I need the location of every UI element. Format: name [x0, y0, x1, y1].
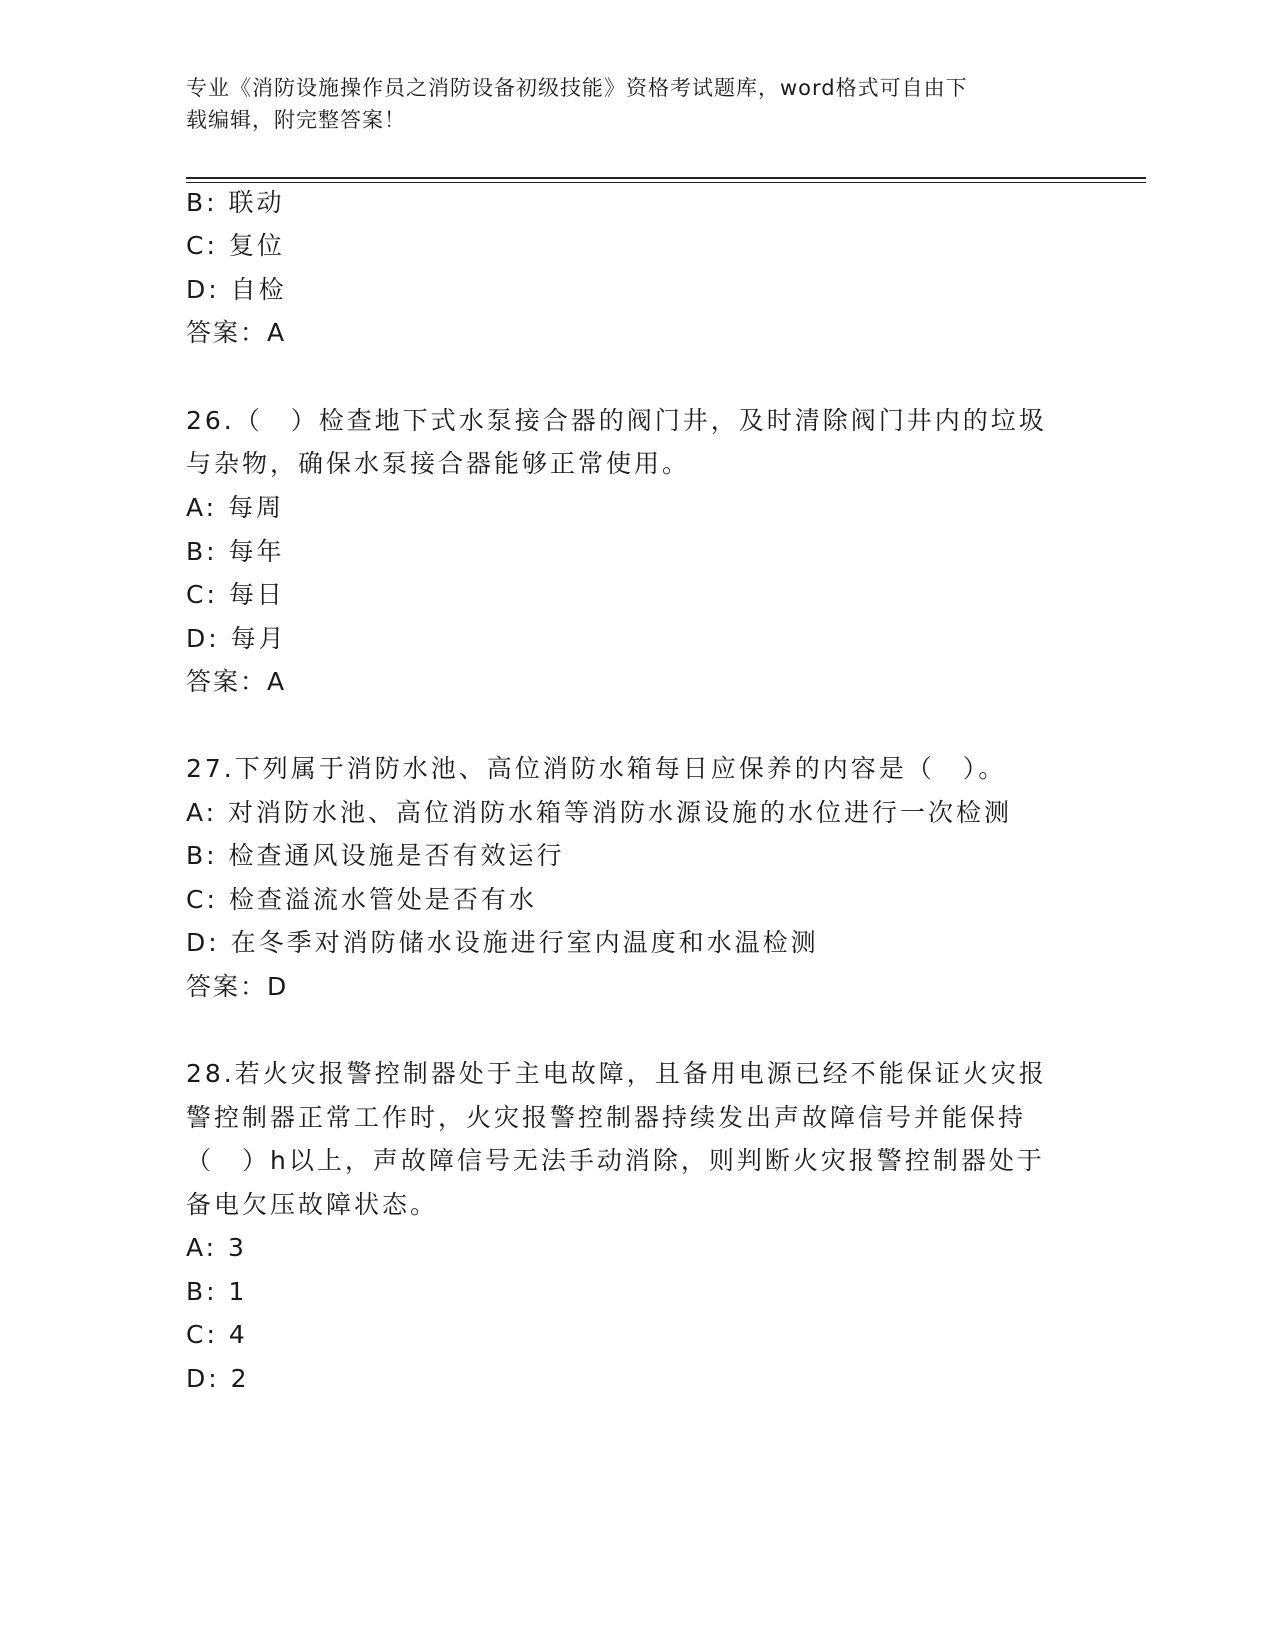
- q28-option-a: A: 3: [186, 1233, 247, 1262]
- q26-option-d: D: 每月: [186, 624, 287, 653]
- q28-option-d: D: 2: [186, 1364, 250, 1393]
- q25-answer: 答案：A: [186, 318, 287, 347]
- q27-stem-line-1: 27.下列属于消防水池、高位消防水箱每日应保养的内容是（ ）。: [186, 754, 1007, 783]
- q28-stem-line-2: 警控制器正常工作时，火灾报警控制器持续发出声故障信号并能保持: [186, 1103, 1027, 1132]
- header-divider-thin: [186, 182, 1146, 183]
- q26-option-a: A: 每周: [186, 493, 285, 522]
- header-divider-thick: [186, 177, 1146, 179]
- header-line-1: 专业《消防设施操作员之消防设备初级技能》资格考试题库，word格式可自由下: [186, 76, 968, 100]
- q28-option-c: C: 4: [186, 1320, 248, 1349]
- q26-option-c: C: 每日: [186, 580, 285, 609]
- q28-stem-line-1: 28.若火灾报警控制器处于主电故障，且备用电源已经不能保证火灾报: [186, 1059, 1047, 1088]
- q26-answer: 答案：A: [186, 667, 287, 696]
- q27-option-c: C: 检查溢流水管处是否有水: [186, 885, 537, 914]
- q25-option-d: D: 自检: [186, 275, 287, 304]
- document-header: [186, 72, 1086, 136]
- q26-option-b: B: 每年: [186, 537, 285, 566]
- q28-stem-line-4: 备电欠压故障状态。: [186, 1190, 439, 1219]
- q25-option-b: B: 联动: [186, 188, 285, 217]
- q27-option-a: A: 对消防水池、高位消防水箱等消防水源设施的水位进行一次检测: [186, 798, 1013, 827]
- header-line-2: 载编辑，附完整答案！: [186, 108, 406, 132]
- q26-stem-line-1: 26.（ ）检查地下式水泵接合器的阀门井，及时清除阀门井内的垃圾: [186, 406, 1047, 435]
- q27-answer: 答案：D: [186, 972, 289, 1001]
- q26-stem-line-2: 与杂物，确保水泵接合器能够正常使用。: [186, 449, 691, 478]
- q27-option-b: B: 检查通风设施是否有效运行: [186, 841, 565, 870]
- q27-option-d: D: 在冬季对消防储水设施进行室内温度和水温检测: [186, 928, 819, 957]
- q28-option-b: B: 1: [186, 1277, 248, 1306]
- q28-stem-line-3: （ ）h以上，声故障信号无法手动消除，则判断火灾报警控制器处于: [186, 1146, 1045, 1175]
- q25-option-c: C: 复位: [186, 231, 285, 260]
